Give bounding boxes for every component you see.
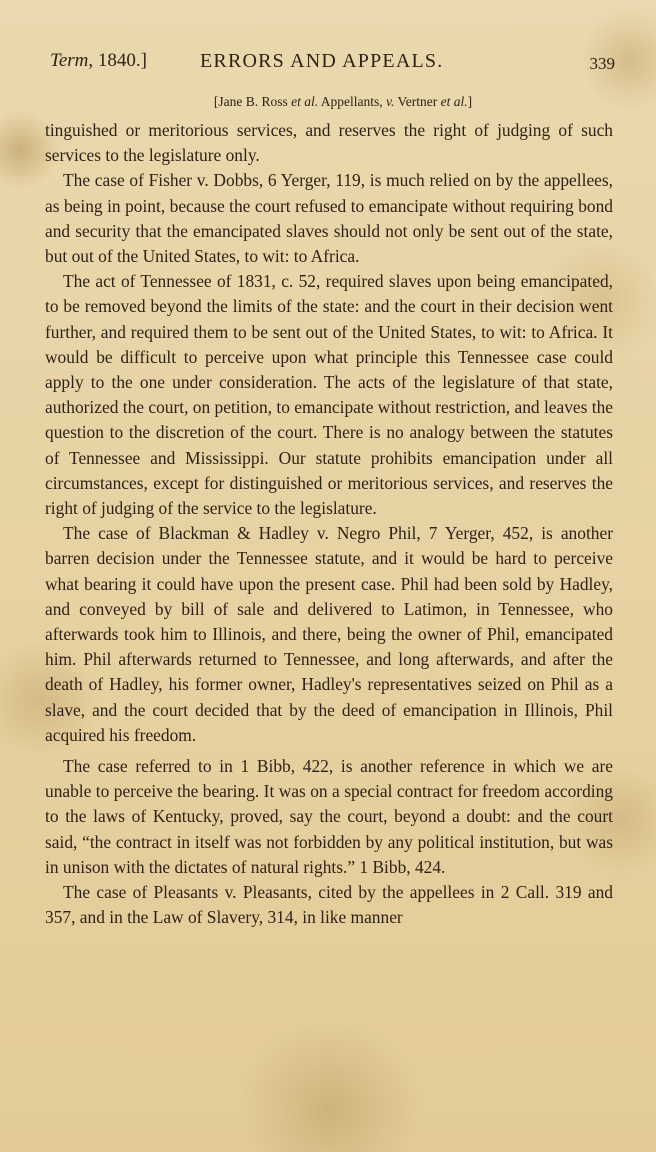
body-text bbox=[45, 118, 613, 931]
page-number: 339 bbox=[589, 54, 615, 73]
paragraph-pleasants: The case of Pleasants v. Pleasants, cited by the appellees in 2 Call. 319 and 357, and in the Law of Slavery, 314, in like manner bbox=[45, 882, 613, 928]
paragraph-tennessee-act: The act of Tennessee of 1831, c. 52, required slaves upon being emancipated, to be removed beyond the limits of the state: and the court in their decision went further, and required them to be sent out of the United States, to wit: to Africa. It would be difficult to perceive upon what principle this Tennessee case could apply to the one under consideration. The acts of the legislature of that state, authorized the court, on petition, to emancipate without restriction, and leaves the question to the discretion of the court. There is no analogy between the statutes of Tennessee and Mississippi. Our statute prohibits emancipation under all circumstances, except for distinguished or meritorious services, and reserves the right of judging of the service to the legislature. bbox=[45, 271, 613, 519]
header-term: Term, 1840.] bbox=[50, 50, 147, 71]
paragraph-fisher-v-dobbs: The case of Fisher v. Dobbs, 6 Yerger, 119, is much relied on by the appellees, as being in point, because the court refused to emancipate without requiring bond and security that the emancipated slaves should not only be sent out of the state, but out of the United States, to wit: to Africa. bbox=[45, 170, 613, 267]
case-caption: [Jane B. Ross et al. Appellants, v. Vertner et al.] bbox=[213, 94, 473, 109]
paragraph-continued: tinguished or meritorious services, and reserves the right of judging of such services to the legislature only. bbox=[45, 120, 613, 166]
header-title: ERRORS AND APPEALS. bbox=[200, 50, 444, 72]
paragraph-blackman-v-phil: The case of Blackman & Hadley v. Negro Phil, 7 Yerger, 452, is another barren decision under the Tennessee statute, and it would be hard to perceive what bearing it could have upon the present case. Phil had been sold by Hadley, and conveyed by bill of sale and delivered to Latimon, in Tennessee, who afterwards took him to Illinois, and there, being the owner of Phil, emancipated him. Phil afterwards returned to Tennessee, and long afterwards, and after the death of Hadley, his former owner, Hadley's representatives seized on Phil as a slave, and the court decided that by the deed of emancipation in Illinois, Phil acquired his freedom. bbox=[45, 523, 613, 745]
paragraph-bibb: The case referred to in 1 Bibb, 422, is another reference in which we are unable to perceive the bearing. It was on a special contract for freedom according to the laws of Kentucky, proved, say the court, beyond a doubt: and the court said, “the contract in itself was not forbidden by any political institution, but was in unison with the dictates of natural rights.” 1 Bibb, 424. bbox=[45, 756, 613, 877]
running-header bbox=[50, 50, 615, 80]
